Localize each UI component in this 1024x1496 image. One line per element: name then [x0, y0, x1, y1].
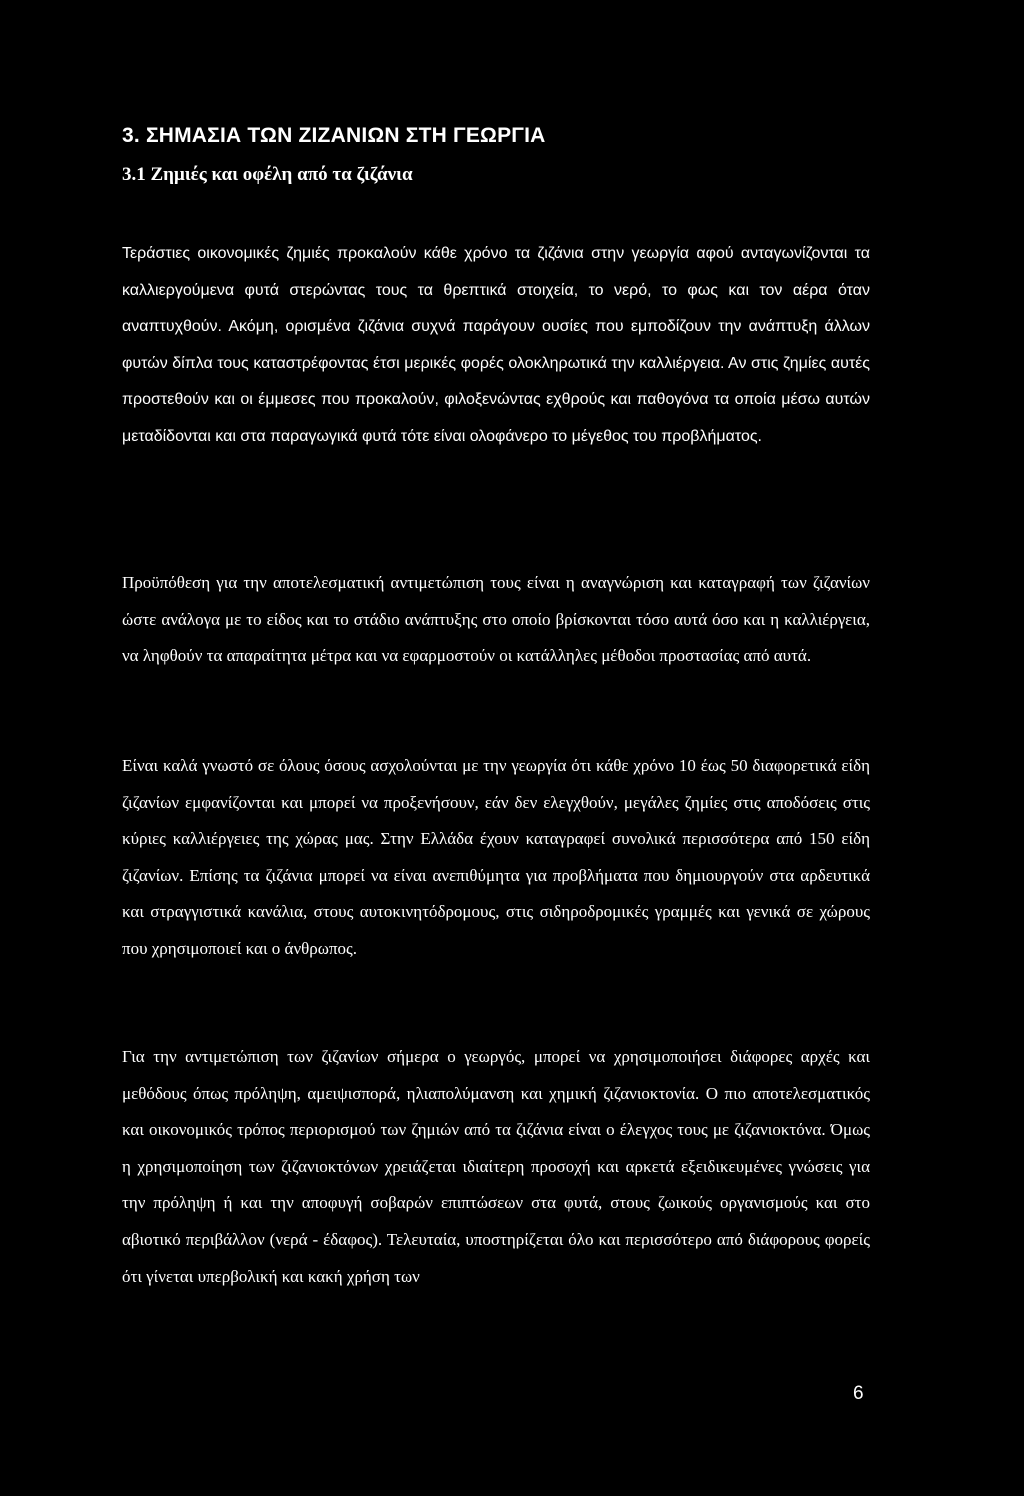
paragraph-damages: Τεράστιες οικονομικές ζημιές προκαλούν κάθε χρόνο τα ζιζάνια στην γεωργία αφού ανταγωνίζονται τα καλλιεργούμενα φυτά στερώντας τους τα θρεπτικά στοιχεία, το νερό, το φως και τον αέρα όταν αναπτυχθούν. Ακόμη, ορισμένα ζιζάνια συχνά παράγουν ουσίες που εμποδίζουν την ανάπτυξη άλλων φυτών δίπλα τους καταστρέφοντας έτσι μερικές φορές ολοκληρωτικά την καλλιέργεια. Αν στις ζημίες αυτές προστεθούν και οι έμμεσες που προκαλούν, φιλοξενώντας εχθρούς και παθογόνα τα οποία μέσω αυτών μεταδίδονται και στα παραγωγικά φυτά τότε είναι ολοφάνερο το μέγεθος του προβλήματος.: [122, 245, 870, 445]
section-heading: 3. ΣΗΜΑΣΙΑ ΤΩΝ ΖΙΖΑΝΙΩΝ ΣΤΗ ΓΕΩΡΓΙΑ: [122, 124, 546, 147]
paragraph-weed-species: Είναι καλά γνωστό σε όλους όσους ασχολούνται με την γεωργία ότι κάθε χρόνο 10 έως 50 διαφορετικά είδη ζιζανίων εμφανίζονται και μπορεί να προξενήσουν, εάν δεν ελεγχθούν, μεγάλες ζημίες στις αποδόσεις στις κύριες καλλιέργειες της χώρας μας. Στην Ελλάδα έχουν καταγραφεί συνολικά περισσότερα από 150 είδη ζιζανίων. Επίσης τα ζιζάνια μπορεί να είναι ανεπιθύμητα για προβλήματα που δημιουργούν στα αρδευτικά και στραγγιστικά κανάλια, στους αυτοκινητόδρομους, στις σιδηροδρομικές γραμμές και γενικά σε χώρους που χρησιμοποιεί και ο άνθρωπος.: [122, 756, 870, 958]
subsection-heading: 3.1 Ζημιές και οφέλη από τα ζιζάνια: [122, 164, 413, 185]
paragraph-weed-control: Για την αντιμετώπιση των ζιζανίων σήμερα ο γεωργός, μπορεί να χρησιμοποιήσει διάφορες αρχές και μεθόδους όπως πρόληψη, αμειψισπορά, ηλιαπολύμανση και χημική ζιζανιοκτονία. Ο πιο αποτελεσματικός και οικονομικός τρόπος περιορισμού των ζημιών από τα ζιζάνια είναι ο έλεγχος τους με ζιζανιοκτόνα. Όμως η χρησιμοποίηση των ζιζανιοκτόνων χρειάζεται ιδιαίτερη προσοχή και αρκετά εξειδικευμένες γνώσεις για την πρόληψη ή και την αποφυγή σοβαρών επιπτώσεων στα φυτά, στους ζωικούς οργανισμούς και στο αβιοτικό περιβάλλον (νερά - έδαφος). Τελευταία, υποστηρίζεται όλο και περισσότερο από διάφορους φορείς ότι γίνεται υπερβολική και κακή χρήση των: [122, 1047, 870, 1286]
page-number: 6: [853, 1383, 864, 1404]
paragraph-prerequisite: Προϋπόθεση για την αποτελεσματική αντιμετώπιση τους είναι η αναγνώριση και καταγραφή των ζιζανίων ώστε ανάλογα με το είδος και το στάδιο ανάπτυξης στο οποίο βρίσκονται τόσο αυτά όσο και η καλλιέργεια, να ληφθούν τα απαραίτητα μέτρα και να εφαρμοστούν οι κατάλληλες μέθοδοι προστασίας από αυτά.: [122, 573, 870, 666]
